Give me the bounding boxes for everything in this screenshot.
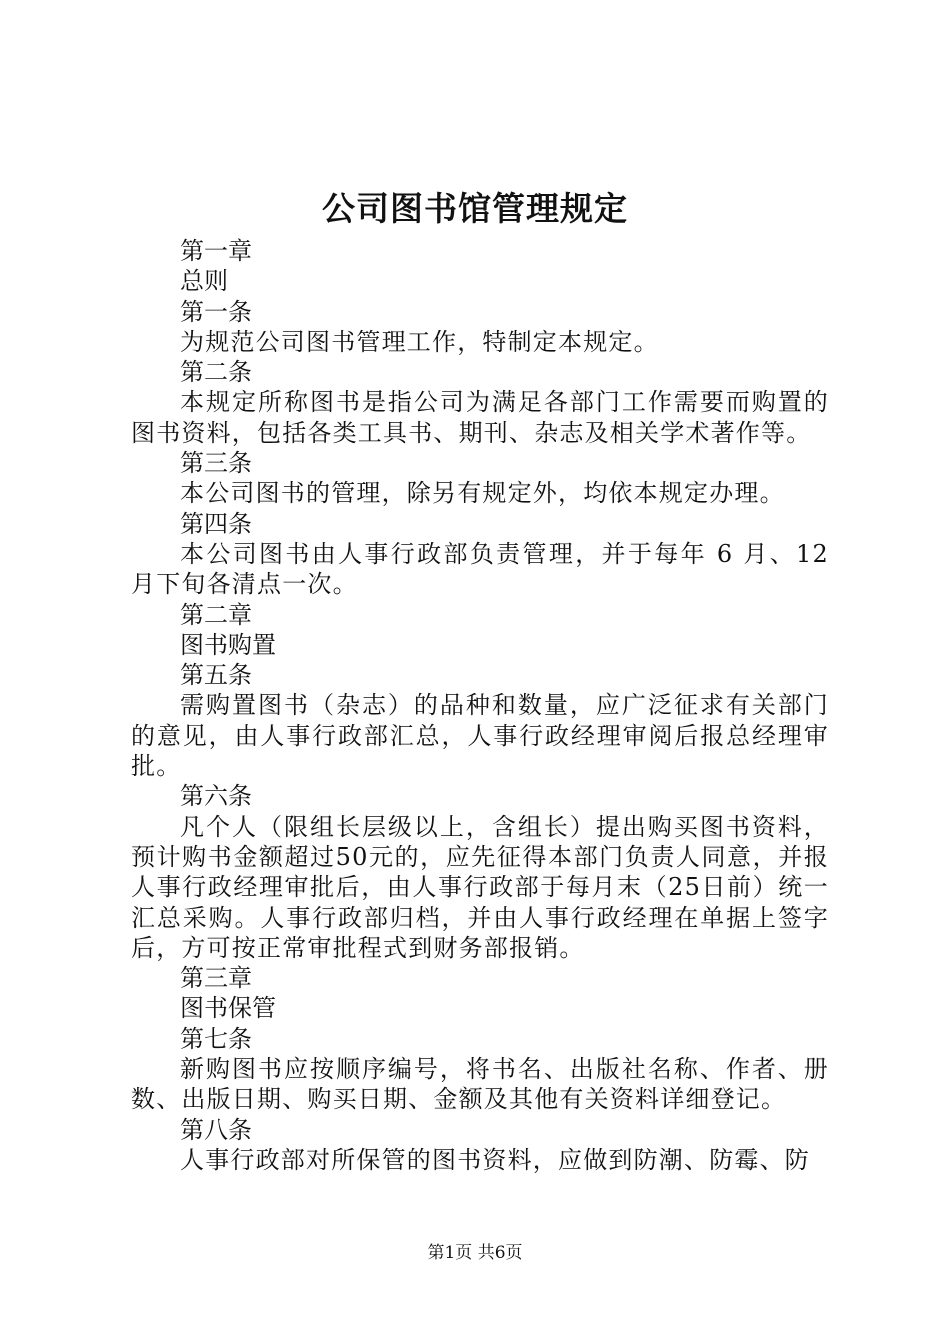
section-heading: 第六条 (180, 782, 252, 811)
section-heading: 第三章 (180, 964, 252, 993)
section-heading: 第二章 (180, 600, 252, 629)
section-heading: 第四条 (180, 509, 252, 538)
section-heading: 第八条 (180, 1115, 252, 1144)
body-paragraph: 新购图书应按顺序编号，将书名、出版社名称、作者、册数、出版日期、购买日期、金额及其他有关资料详细登记。 (131, 1055, 829, 1114)
section-heading: 第一条 (180, 297, 252, 326)
page-footer: 第1页 共6页 (427, 1243, 523, 1263)
section-heading: 图书购置 (180, 630, 276, 659)
section-heading: 总则 (180, 267, 228, 296)
body-paragraph: 本公司图书由人事行政部负责管理，并于每年 6 月、12 月下旬各清点一次。 (131, 539, 829, 599)
body-paragraph: 人事行政部对所保管的图书资料，应做到防潮、防霉、防 (180, 1145, 810, 1174)
body-paragraph: 凡个人（限组长层级以上，含组长）提出购买图书资料，预计购书金额超过50元的，应先征得本部门负责人同意，并报人事行政经理审批后，由人事行政部于每月末（25日前）统一汇总采购。人事行政部归档，并由人事行政经理在单据上签字后，方可按正常审批程式到财务部报销。 (131, 812, 829, 962)
section-heading: 第五条 (180, 661, 252, 690)
document-body (131, 236, 829, 1175)
section-heading: 第二条 (180, 358, 252, 387)
section-heading: 图书保管 (180, 994, 276, 1023)
section-heading: 第三条 (180, 449, 252, 478)
document-title: 公司图书馆管理规定 (322, 189, 628, 228)
body-paragraph: 本规定所称图书是指公司为满足各部门工作需要而购置的图书资料，包括各类工具书、期刊、杂志及相关学术著作等。 (131, 388, 829, 447)
section-heading: 第一章 (180, 237, 252, 265)
body-paragraph: 需购置图书（杂志）的品种和数量，应广泛征求有关部门的意见，由人事行政部汇总，人事行政经理审阅后报总经理审批。 (131, 691, 829, 781)
body-paragraph: 本公司图书的管理，除另有规定外，均依本规定办理。 (180, 479, 785, 508)
body-paragraph: 为规范公司图书管理工作，特制定本规定。 (180, 327, 659, 356)
section-heading: 第七条 (180, 1024, 252, 1053)
